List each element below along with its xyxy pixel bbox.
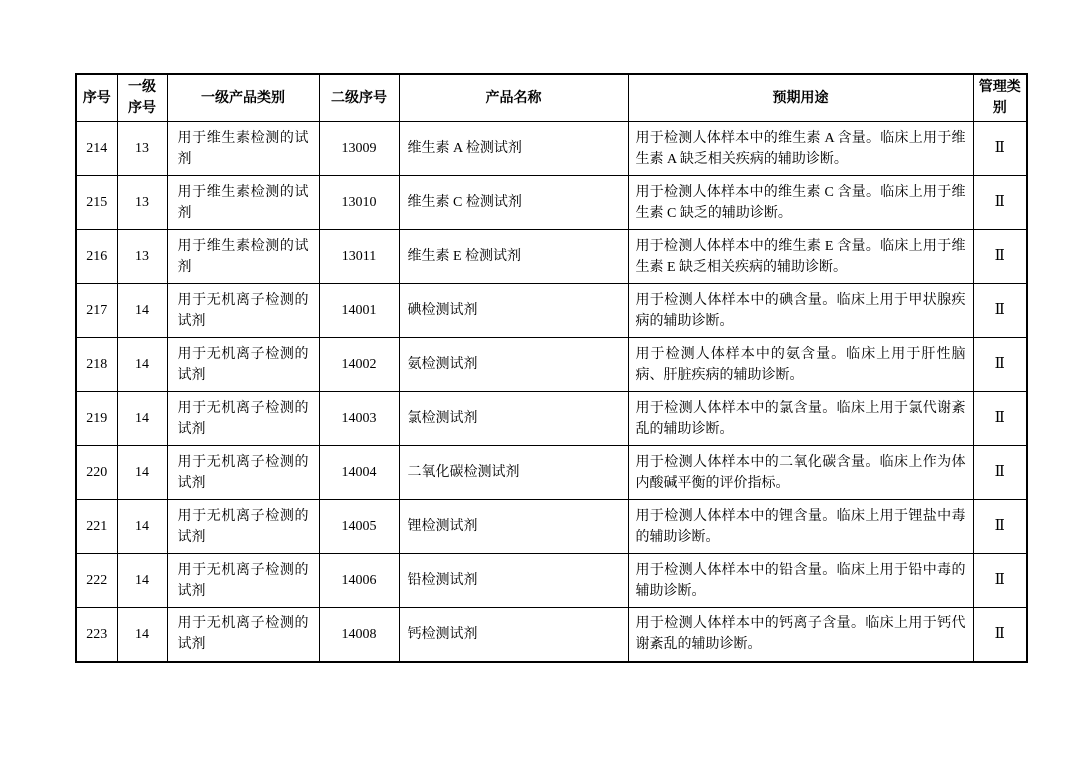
cell-product-name: 铅检测试剂 [399, 554, 628, 608]
cell-product-name: 维生素 C 检测试剂 [399, 176, 628, 230]
column-header-level1-no: 一级序号 [117, 74, 167, 122]
cell-level1-no: 14 [117, 392, 167, 446]
cell-level2-no: 14006 [319, 554, 399, 608]
cell-level1-no: 14 [117, 338, 167, 392]
table-row [76, 608, 1027, 662]
cell-mgmt-class: Ⅱ [973, 176, 1027, 230]
table-row [76, 446, 1027, 500]
column-header-intended-use: 预期用途 [628, 74, 973, 122]
cell-mgmt-class: Ⅱ [973, 608, 1027, 662]
cell-level1-category: 用于维生素检测的试剂 [167, 122, 319, 176]
cell-level2-no: 14003 [319, 392, 399, 446]
cell-level2-no: 14002 [319, 338, 399, 392]
cell-product-name: 锂检测试剂 [399, 500, 628, 554]
cell-mgmt-class: Ⅱ [973, 284, 1027, 338]
cell-product-name: 钙检测试剂 [399, 608, 628, 662]
cell-level2-no: 14005 [319, 500, 399, 554]
column-header-product-name: 产品名称 [399, 74, 628, 122]
cell-level1-category: 用于无机离子检测的试剂 [167, 446, 319, 500]
table-header [76, 74, 1027, 122]
cell-level2-no: 14008 [319, 608, 399, 662]
cell-serial: 216 [76, 230, 117, 284]
cell-level1-no: 13 [117, 122, 167, 176]
table-row [76, 176, 1027, 230]
cell-product-name: 碘检测试剂 [399, 284, 628, 338]
cell-level2-no: 13010 [319, 176, 399, 230]
cell-mgmt-class: Ⅱ [973, 392, 1027, 446]
table-row [76, 230, 1027, 284]
cell-level1-category: 用于维生素检测的试剂 [167, 230, 319, 284]
table-row [76, 122, 1027, 176]
product-classification-table [75, 73, 1028, 663]
cell-mgmt-class: Ⅱ [973, 230, 1027, 284]
column-header-level2-no: 二级序号 [319, 74, 399, 122]
cell-level1-no: 14 [117, 554, 167, 608]
cell-serial: 223 [76, 608, 117, 662]
cell-product-name: 氯检测试剂 [399, 392, 628, 446]
cell-intended-use: 用于检测人体样本中的维生素 A 含量。临床上用于维生素 A 缺乏相关疾病的辅助诊断。 [628, 122, 973, 176]
cell-mgmt-class: Ⅱ [973, 446, 1027, 500]
header-row [76, 74, 1027, 122]
cell-level2-no: 13011 [319, 230, 399, 284]
cell-level1-category: 用于维生素检测的试剂 [167, 176, 319, 230]
table-row [76, 500, 1027, 554]
cell-level1-no: 14 [117, 284, 167, 338]
cell-product-name: 氨检测试剂 [399, 338, 628, 392]
cell-serial: 221 [76, 500, 117, 554]
cell-intended-use: 用于检测人体样本中的锂含量。临床上用于锂盐中毒的辅助诊断。 [628, 500, 973, 554]
cell-serial: 215 [76, 176, 117, 230]
cell-product-name: 维生素 A 检测试剂 [399, 122, 628, 176]
cell-intended-use: 用于检测人体样本中的二氧化碳含量。临床上作为体内酸碱平衡的评价指标。 [628, 446, 973, 500]
cell-intended-use: 用于检测人体样本中的维生素 E 含量。临床上用于维生素 E 缺乏相关疾病的辅助诊断。 [628, 230, 973, 284]
cell-level1-category: 用于无机离子检测的试剂 [167, 500, 319, 554]
cell-intended-use: 用于检测人体样本中的碘含量。临床上用于甲状腺疾病的辅助诊断。 [628, 284, 973, 338]
table-body [76, 122, 1027, 662]
cell-level1-no: 14 [117, 500, 167, 554]
cell-level1-no: 14 [117, 446, 167, 500]
column-header-serial: 序号 [76, 74, 117, 122]
table-row [76, 284, 1027, 338]
cell-serial: 222 [76, 554, 117, 608]
cell-level1-no: 14 [117, 608, 167, 662]
cell-product-name: 维生素 E 检测试剂 [399, 230, 628, 284]
cell-level1-category: 用于无机离子检测的试剂 [167, 608, 319, 662]
cell-serial: 217 [76, 284, 117, 338]
cell-intended-use: 用于检测人体样本中的维生素 C 含量。临床上用于维生素 C 缺乏的辅助诊断。 [628, 176, 973, 230]
cell-mgmt-class: Ⅱ [973, 338, 1027, 392]
cell-mgmt-class: Ⅱ [973, 122, 1027, 176]
cell-mgmt-class: Ⅱ [973, 554, 1027, 608]
table-row [76, 338, 1027, 392]
column-header-mgmt-class: 管理类别 [973, 74, 1027, 122]
cell-product-name: 二氧化碳检测试剂 [399, 446, 628, 500]
cell-serial: 219 [76, 392, 117, 446]
cell-level1-category: 用于无机离子检测的试剂 [167, 338, 319, 392]
cell-level1-category: 用于无机离子检测的试剂 [167, 392, 319, 446]
cell-serial: 220 [76, 446, 117, 500]
cell-level1-no: 13 [117, 230, 167, 284]
cell-intended-use: 用于检测人体样本中的氨含量。临床上用于肝性脑病、肝脏疾病的辅助诊断。 [628, 338, 973, 392]
cell-serial: 218 [76, 338, 117, 392]
column-header-level1-category: 一级产品类别 [167, 74, 319, 122]
cell-level2-no: 14001 [319, 284, 399, 338]
cell-level1-category: 用于无机离子检测的试剂 [167, 284, 319, 338]
cell-intended-use: 用于检测人体样本中的铅含量。临床上用于铅中毒的辅助诊断。 [628, 554, 973, 608]
cell-level2-no: 13009 [319, 122, 399, 176]
cell-level2-no: 14004 [319, 446, 399, 500]
cell-intended-use: 用于检测人体样本中的氯含量。临床上用于氯代谢紊乱的辅助诊断。 [628, 392, 973, 446]
cell-level1-no: 13 [117, 176, 167, 230]
cell-mgmt-class: Ⅱ [973, 500, 1027, 554]
table-row [76, 554, 1027, 608]
table-row [76, 392, 1027, 446]
cell-level1-category: 用于无机离子检测的试剂 [167, 554, 319, 608]
cell-intended-use: 用于检测人体样本中的钙离子含量。临床上用于钙代谢紊乱的辅助诊断。 [628, 608, 973, 662]
cell-serial: 214 [76, 122, 117, 176]
